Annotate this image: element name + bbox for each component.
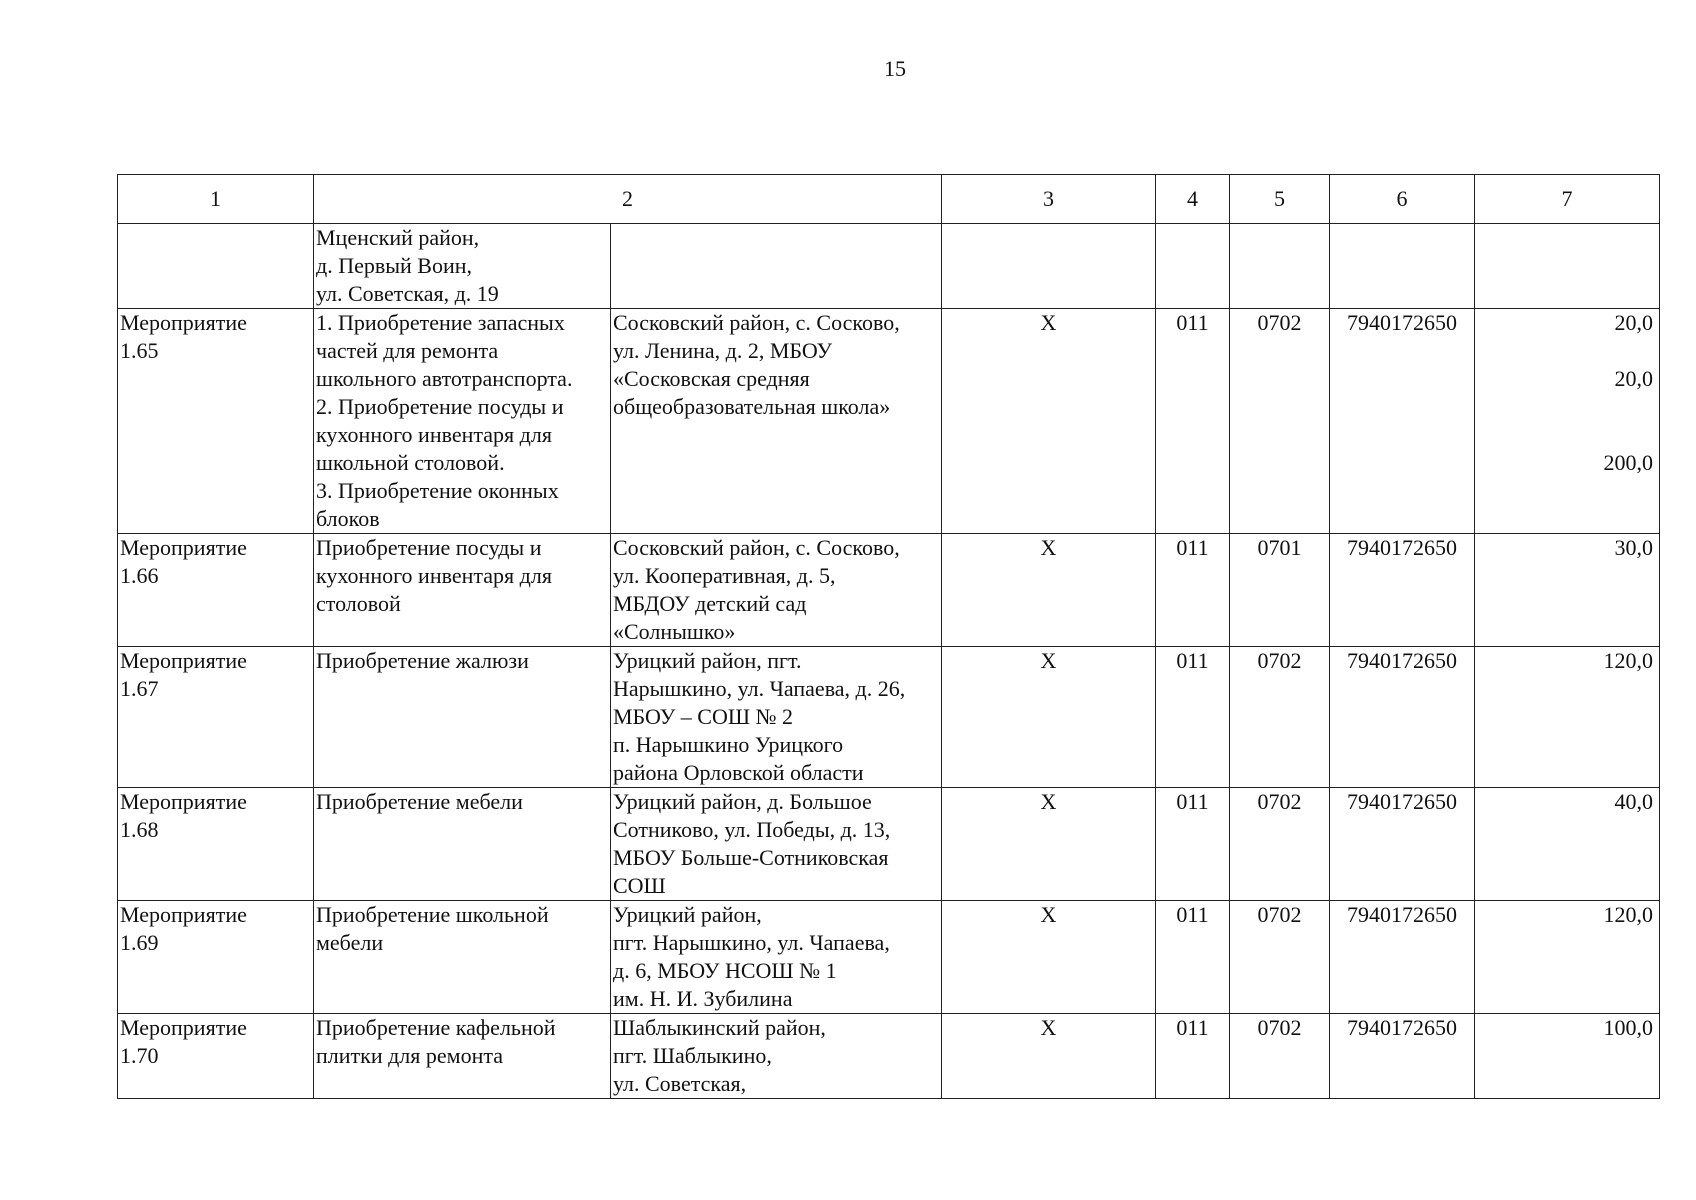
col5-cell: 011 xyxy=(1156,901,1230,1014)
cell-line: района Орловской области xyxy=(613,760,864,785)
address-cell xyxy=(611,534,942,647)
cell-line: Мероприятие xyxy=(120,1015,247,1040)
cell-line: МБОУ – СОШ № 2 xyxy=(613,704,794,729)
event-cell xyxy=(118,309,314,534)
amount-cell: 30,0 xyxy=(1475,534,1660,647)
cell-line: Сосковский район, с. Сосково, xyxy=(613,535,900,560)
col7-cell: 7940172650 xyxy=(1330,901,1475,1014)
cell-line: 1.69 xyxy=(120,930,159,955)
cell-line: Приобретение мебели xyxy=(316,789,523,814)
cell-line: ул. Кооперативная, д. 5, xyxy=(613,563,836,588)
description-cell xyxy=(314,309,611,534)
col6-cell: 0702 xyxy=(1230,901,1330,1014)
cell-line: Сосковский район, с. Сосково, xyxy=(613,310,900,335)
col5-cell: 011 xyxy=(1156,534,1230,647)
cell-line: Мероприятие xyxy=(120,789,247,814)
cell-line: Мценский район, xyxy=(316,225,480,250)
cell-line: Урицкий район, xyxy=(613,902,762,927)
event-cell xyxy=(118,534,314,647)
amount-cell: 100,0 xyxy=(1475,1014,1660,1099)
cell-line: столовой xyxy=(316,591,401,616)
cell-line: МБОУ Больше-Сотниковская xyxy=(613,845,889,870)
cell-line: СОШ xyxy=(613,873,666,898)
page-number: 15 xyxy=(884,56,906,81)
header-cell: 2 xyxy=(314,175,942,224)
col6-cell: 0702 xyxy=(1230,788,1330,901)
cell-line: МБДОУ детский сад xyxy=(613,591,807,616)
col6-cell: 0702 xyxy=(1230,309,1330,534)
cell-line: 1.70 xyxy=(120,1043,159,1068)
col5-cell: 011 xyxy=(1156,309,1230,534)
cell-line: Мероприятие xyxy=(120,648,247,673)
cell-line: Урицкий район, пгт. xyxy=(613,648,802,673)
address-cell xyxy=(611,901,942,1014)
amount-cell: 40,0 xyxy=(1475,788,1660,901)
table-row xyxy=(118,647,1660,788)
header-cell: 5 xyxy=(1230,175,1330,224)
cell-line: Урицкий район, д. Большое xyxy=(613,789,872,814)
col4-cell: Х xyxy=(942,1014,1156,1099)
cell-line: Мероприятие xyxy=(120,310,247,335)
cell-line: ул. Советская, xyxy=(613,1071,747,1096)
amount-cell: 120,0 xyxy=(1475,901,1660,1014)
cell-line: д. 6, МБОУ НСОШ № 1 xyxy=(613,958,837,983)
col4-cell: Х xyxy=(942,534,1156,647)
event-cell xyxy=(118,647,314,788)
event-cell xyxy=(118,1014,314,1099)
header-cell: 7 xyxy=(1475,175,1660,224)
col7-cell: 7940172650 xyxy=(1330,788,1475,901)
table-row xyxy=(118,1014,1660,1099)
cell-line: 2. Приобретение посуды и xyxy=(316,394,564,419)
col4-cell: Х xyxy=(942,788,1156,901)
amount-value: 200,0 xyxy=(1603,450,1653,475)
data-table xyxy=(117,174,1660,1099)
col7-cell: 7940172650 xyxy=(1330,309,1475,534)
cell-line: д. Первый Воин, xyxy=(316,253,473,278)
cell-line: школьной столовой. xyxy=(316,450,505,475)
col6-cell: 0702 xyxy=(1230,1014,1330,1099)
cell-line: Мероприятие xyxy=(120,902,247,927)
cell-line: школьного автотранспорта. xyxy=(316,366,573,391)
cell-line: п. Нарышкино Урицкого xyxy=(613,732,844,757)
cell-line: общеобразовательная школа» xyxy=(613,394,891,419)
cell-line: пгт. Нарышкино, ул. Чапаева, xyxy=(613,930,890,955)
header-cell: 4 xyxy=(1156,175,1230,224)
cell-line: ул. Советская, д. 19 xyxy=(316,281,499,306)
cell-line: Приобретение жалюзи xyxy=(316,648,529,673)
cell-line: Приобретение кафельной xyxy=(316,1015,556,1040)
address-cell xyxy=(611,788,942,901)
continuation-row xyxy=(118,224,1660,309)
col4-cell: Х xyxy=(942,309,1156,534)
col6-cell: 0701 xyxy=(1230,534,1330,647)
description-cell xyxy=(314,534,611,647)
table-row xyxy=(118,788,1660,901)
cell-line: 1.68 xyxy=(120,817,159,842)
cell-line: 1. Приобретение запасных xyxy=(316,310,565,335)
cell-line: пгт. Шаблыкино, xyxy=(613,1043,772,1068)
cell-line: Нарышкино, ул. Чапаева, д. 26, xyxy=(613,676,906,701)
cell-line: «Сосковская средняя xyxy=(613,366,810,391)
address-cell xyxy=(611,647,942,788)
cell-line: 1.67 xyxy=(120,676,159,701)
col4-cell: Х xyxy=(942,901,1156,1014)
table-cell xyxy=(1475,224,1660,309)
event-cell xyxy=(118,788,314,901)
address-cell xyxy=(611,1014,942,1099)
cell-line: Приобретение посуды и xyxy=(316,535,542,560)
header-cell: 3 xyxy=(942,175,1156,224)
col5-cell: 011 xyxy=(1156,1014,1230,1099)
cell-line: ул. Ленина, д. 2, МБОУ xyxy=(613,338,833,363)
amount-cell xyxy=(1475,309,1660,534)
header-cell: 1 xyxy=(118,175,314,224)
amount-value: 20,0 xyxy=(1614,366,1653,391)
header-cell: 6 xyxy=(1330,175,1475,224)
table-row xyxy=(118,309,1660,534)
description-cell xyxy=(314,788,611,901)
cell-line: частей для ремонта xyxy=(316,338,499,363)
col6-cell: 0702 xyxy=(1230,647,1330,788)
address-cell xyxy=(611,309,942,534)
cell-line: кухонного инвентаря для xyxy=(316,422,552,447)
cell-line: «Солнышко» xyxy=(613,619,736,644)
amount-cell: 120,0 xyxy=(1475,647,1660,788)
table-cell xyxy=(1156,224,1230,309)
amount-value: 20,0 xyxy=(1614,310,1653,335)
col5-cell: 011 xyxy=(1156,788,1230,901)
cell-line: мебели xyxy=(316,930,384,955)
col7-cell: 7940172650 xyxy=(1330,534,1475,647)
cell-line: 3. Приобретение оконных xyxy=(316,478,559,503)
table-cell xyxy=(118,224,314,309)
col7-cell: 7940172650 xyxy=(1330,1014,1475,1099)
description-cell xyxy=(314,647,611,788)
table-row xyxy=(118,901,1660,1014)
cell-line: Мероприятие xyxy=(120,535,247,560)
cell-line: 1.66 xyxy=(120,563,159,588)
cell-line: Сотниково, ул. Победы, д. 13, xyxy=(613,817,891,842)
address-cell xyxy=(314,224,611,309)
cell-line: блоков xyxy=(316,506,380,531)
col7-cell: 7940172650 xyxy=(1330,647,1475,788)
cell-line: 1.65 xyxy=(120,338,159,363)
col5-cell: 011 xyxy=(1156,647,1230,788)
cell-line: Приобретение школьной xyxy=(316,902,549,927)
header-row xyxy=(118,175,1660,224)
table-row xyxy=(118,534,1660,647)
table-cell xyxy=(942,224,1156,309)
table-cell xyxy=(611,224,942,309)
cell-line: плитки для ремонта xyxy=(316,1043,503,1068)
event-cell xyxy=(118,901,314,1014)
table-cell xyxy=(1330,224,1475,309)
col4-cell: Х xyxy=(942,647,1156,788)
cell-line: Шаблыкинский район, xyxy=(613,1015,826,1040)
description-cell xyxy=(314,901,611,1014)
cell-line: им. Н. И. Зубилина xyxy=(613,986,793,1011)
description-cell xyxy=(314,1014,611,1099)
cell-line: кухонного инвентаря для xyxy=(316,563,552,588)
table-cell xyxy=(1230,224,1330,309)
